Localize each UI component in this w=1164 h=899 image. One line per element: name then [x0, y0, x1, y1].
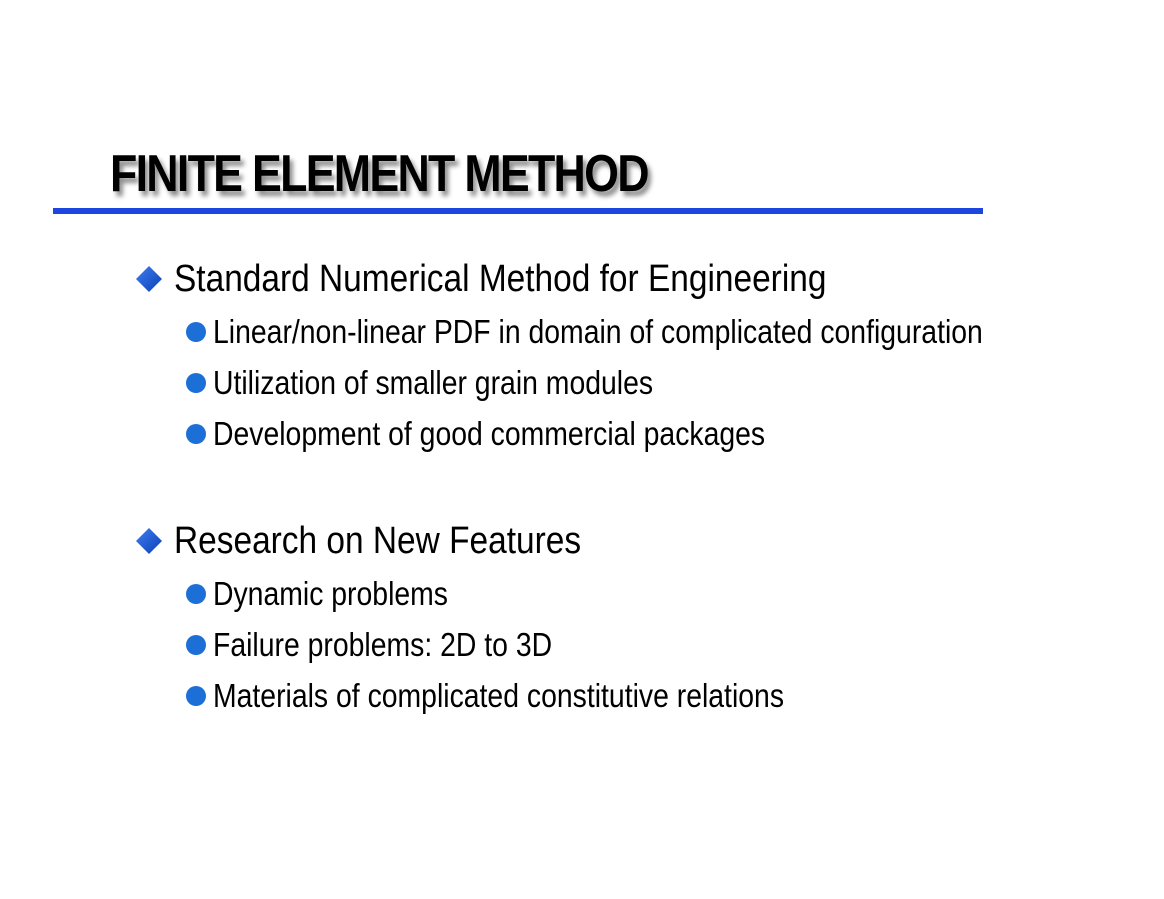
section-heading: Research on New Features [174, 520, 582, 562]
list-item [186, 357, 1108, 408]
circle-bullet-icon [186, 686, 206, 706]
level1-bullet [136, 518, 877, 564]
list-item [186, 568, 877, 619]
title-underline [53, 208, 983, 214]
bullet-section-standard-method [136, 256, 1108, 459]
list-item [186, 306, 1108, 357]
level1-bullet [136, 256, 1108, 302]
bullet-section-research [136, 518, 877, 721]
circle-bullet-icon [186, 635, 206, 655]
sub-bullet-list [186, 568, 877, 721]
sub-bullet-list [186, 306, 1108, 459]
diamond-icon [136, 266, 162, 292]
list-item-text: Development of good commercial packages [213, 414, 766, 452]
list-item-text: Linear/non-linear PDF in domain of complicated configuration [213, 312, 983, 350]
section-heading: Standard Numerical Method for Engineering [174, 258, 827, 300]
circle-bullet-icon [186, 424, 206, 444]
circle-bullet-icon [186, 584, 206, 604]
list-item-text: Utilization of smaller grain modules [213, 363, 654, 401]
list-item-text: Dynamic problems [213, 574, 448, 612]
list-item-text: Materials of complicated constitutive relations [213, 676, 785, 714]
list-item-text: Failure problems: 2D to 3D [213, 625, 553, 663]
diamond-icon [136, 528, 162, 554]
circle-bullet-icon [186, 373, 206, 393]
slide-title: FINITE ELEMENT METHOD [110, 145, 648, 203]
list-item [186, 670, 877, 721]
circle-bullet-icon [186, 322, 206, 342]
list-item [186, 408, 1108, 459]
list-item [186, 619, 877, 670]
